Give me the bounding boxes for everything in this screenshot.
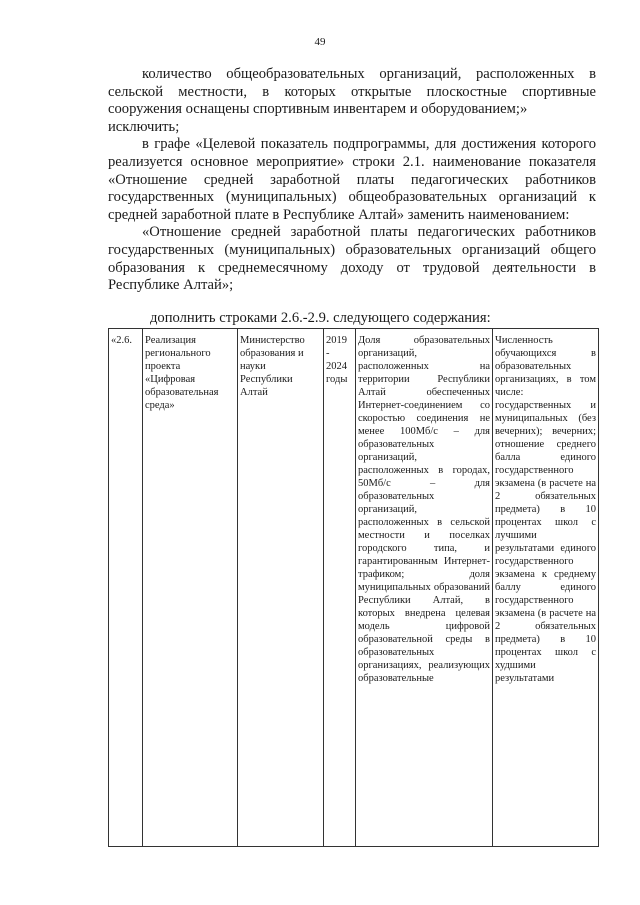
cell-indicator-2: [493, 329, 599, 847]
paragraph: в графе «Целевой показатель подпрограммы, для достижения которого реализуется основное мероприятие» строки 2.1. наименование показателя «Отношение средней заработной платы педагогических работников государственных (муниципальных) общеобразовательных организаций к средней заработной плате в Республике Алтай» заменить наименованием:: [108, 136, 596, 223]
lead-line: дополнить строками 2.6.-2.9. следующего содержания:: [150, 310, 491, 326]
cell-indicator-1: [356, 329, 493, 847]
project-name: Реализация регионального проекта «Цифровая образовательная среда»: [145, 335, 219, 411]
cell-project: [143, 329, 238, 847]
paragraph: количество общеобразовательных организаций, расположенных в сельской местности, в которых открытые плоскостные спортивные сооружения оснащены спортивным инвентарем и оборудованием;»: [108, 66, 596, 118]
cell-row-number: [109, 329, 143, 847]
indicator-text: Численность обучающихся в образовательных организациях, в том числе: государственных и муниципальных (без вечерних); вечерних; отношение среднего балла единого государственного экзамена (в расчете на 2 обязательных предмета) в 10 процентах школ с лучшими результатами единого государственного экзамена к среднему баллу единого государственного экзамена (в расчете на 2 обязательных предмета) в 10 процентах школ с худшими результатами: [495, 335, 596, 684]
table-row: [109, 329, 599, 847]
cell-period: [324, 329, 356, 847]
indicator-text: Доля образовательных организаций, расположенных на территории Республики Алтай обеспеченных Интернет-соединением со скоростью соединения не менее 100Мб/с – для образовательных организаций, расположенных в городах, 50Мб/с – для образовательных организаций, расположенных в сельской местности и поселках городского типа, и гарантированным Интернет-трафиком; доля муниципальных образований Республики Алтай, в которых внедрена целевая модель цифровой образовательной среды в образовательных организациях, реализующих образовательные: [358, 335, 490, 684]
responsible-ministry: Министерство образования и науки Республики Алтай: [240, 335, 305, 398]
period: 2019 - 2024 годы: [326, 335, 348, 385]
paragraph: «Отношение средней заработной платы педагогических работников государственных (муниципальных) образовательных организаций общего образования к среднемесячному доходу от трудовой деятельности в Республике Алтай»;: [108, 224, 596, 294]
row-number: «2.6.: [111, 335, 132, 346]
program-table: [108, 328, 599, 847]
page-number: 49: [314, 36, 326, 48]
cell-ministry: [238, 329, 324, 847]
paragraph: исключить;: [108, 118, 180, 135]
document-body: [108, 66, 596, 295]
